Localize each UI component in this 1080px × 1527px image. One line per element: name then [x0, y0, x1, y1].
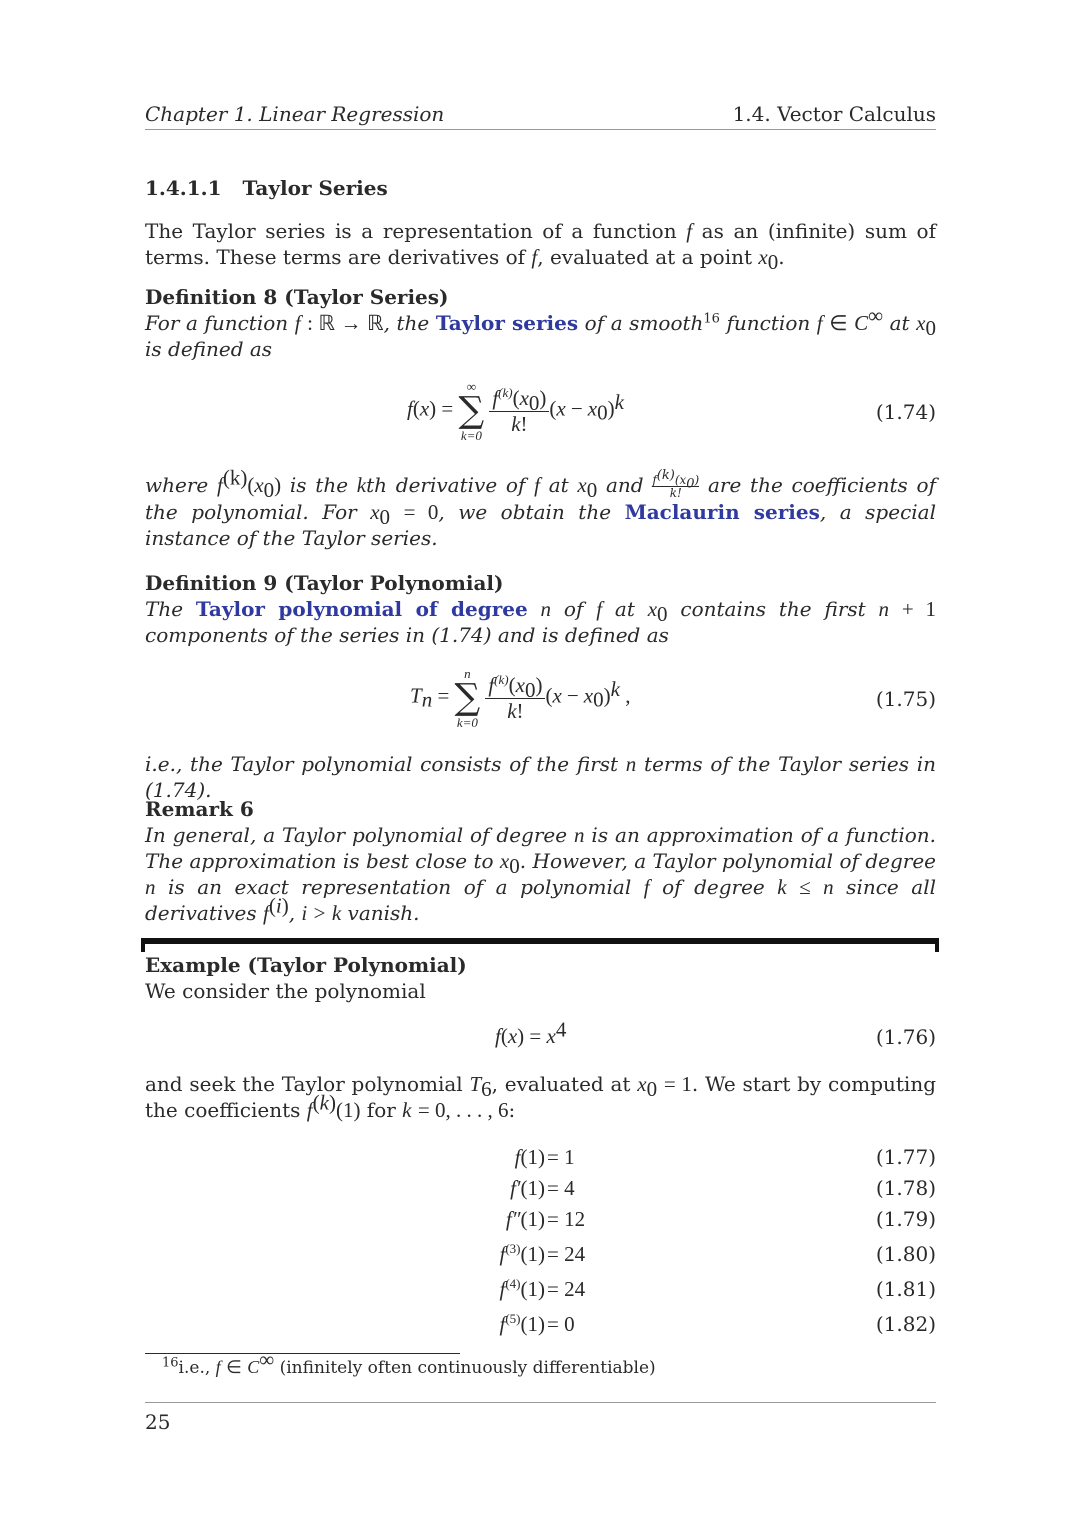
equation-number: (1.74)	[875, 400, 936, 424]
equation-number: (1.79)	[875, 1207, 936, 1231]
definition-9-after: i.e., the Taylor polynomial consists of the first n terms of the Taylor series in (1.74).	[145, 752, 936, 802]
derivative-rhs: = 4	[547, 1176, 575, 1200]
derivative-rhs: = 24	[547, 1277, 586, 1301]
running-header	[145, 100, 936, 130]
equation-1-74: f(x) = ∞ ∑ k=0 $\frac{f^{(k)}(x_0)}{k!}$ $(x - x_0)^k$ (1.74)	[407, 379, 936, 443]
definition-8-body: For a function f : ℝ → ℝ, the Taylor series of a smooth$^{16}$ function f ∈ C∞ at $x_0$ is defined as	[145, 303, 936, 361]
example-heading: Example (Taylor Polynomial)	[145, 953, 467, 977]
derivative-lhs: f″(1)	[505, 1207, 545, 1231]
derivative-row	[145, 1207, 936, 1239]
section-title: Taylor Series	[242, 176, 388, 200]
derivative-lhs: f′(1)	[510, 1176, 545, 1200]
section-heading	[145, 176, 936, 200]
equation-number: (1.76)	[875, 1025, 936, 1049]
equation-number: (1.81)	[875, 1277, 936, 1301]
example-taylor-polynomial	[145, 952, 936, 1004]
header-section: 1.4. Vector Calculus	[732, 102, 936, 126]
equation-number: (1.82)	[875, 1312, 936, 1336]
footer-rule	[145, 1402, 936, 1403]
derivative-row	[145, 1176, 936, 1208]
derivative-lhs: $f^{(4)}(1)$	[499, 1276, 545, 1301]
derivative-lhs: $f^{(3)}(1)$	[499, 1241, 545, 1266]
derivative-rhs: = 12	[547, 1207, 586, 1231]
remark-6-body: In general, a Taylor polynomial of degree n is an approximation of a function. The approximation is best close to $x_0$. However, a Taylor polynomial of degree n is an exact representation of a polynomial f of degree k ≤ n since all derivatives $f^{(i)}$, i > k vanish.	[145, 823, 936, 925]
equation-number: (1.77)	[875, 1145, 936, 1169]
definition-9	[145, 570, 936, 648]
derivative-row	[145, 1242, 936, 1274]
footnote-rule	[145, 1353, 460, 1354]
definition-9-body: The Taylor polynomial of degree n of f at $x_0$ contains the first n + 1 components of the series in (1.74) and is defined as	[145, 597, 936, 647]
definition-8-heading: Definition 8 (Taylor Series)	[145, 285, 449, 309]
example-intro: We consider the polynomial	[145, 979, 426, 1003]
remark-6	[145, 796, 936, 926]
derivative-lhs: f(1)	[514, 1145, 545, 1169]
equation-1-75: $T_n$ = n ∑ k=0 $\frac{f^{(k)}(x_0)}{k!}$ $(x - x_0)^k$ , (1.75)	[410, 666, 936, 730]
derivative-row	[145, 1277, 936, 1309]
derivative-row	[145, 1312, 936, 1344]
section-number: 1.4.1.1	[145, 176, 222, 200]
equation-number: (1.75)	[875, 687, 936, 711]
term-maclaurin-series: Maclaurin series	[624, 500, 820, 524]
example-box-border	[141, 938, 939, 944]
remark-6-heading: Remark 6	[145, 797, 254, 821]
equation-number: (1.78)	[875, 1176, 936, 1200]
derivative-rhs: = 24	[547, 1242, 586, 1266]
term-taylor-polynomial: Taylor polynomial of degree	[195, 597, 528, 621]
definition-8	[145, 284, 936, 362]
equation-number: (1.80)	[875, 1242, 936, 1266]
page-number: 25	[145, 1410, 171, 1434]
header-chapter: Chapter 1. Linear Regression	[145, 102, 445, 126]
definition-9-heading: Definition 9 (Taylor Polynomial)	[145, 571, 504, 595]
derivative-lhs: $f^{(5)}(1)$	[499, 1311, 545, 1336]
footnote-16: $^{16}$i.e., f ∈ C∞ (infinitely often continuously differentiable)	[162, 1347, 656, 1378]
derivative-rhs: = 1	[547, 1145, 575, 1169]
derivative-rhs: = 0	[547, 1312, 575, 1336]
term-taylor-series: Taylor series	[435, 311, 579, 335]
definition-8-after: where $f^{(k)}(x_0)$ is the kth derivative of f at $x_0$ and $\frac{f^{(k)}(x_0)}{k!}$ are the coefficients of the polynomial. For $x_0 = 0$, we obtain the Maclaurin series, a special instance of the Taylor series.	[145, 465, 936, 550]
derivative-row	[145, 1145, 936, 1177]
intro-paragraph: The Taylor series is a representation of a function f as an (infinite) sum of terms. These terms are derivatives of f, evaluated at a point $x_0$.	[145, 219, 936, 274]
example-text: and seek the Taylor polynomial $T_6$, evaluated at $x_0 = 1$. We start by computing the coefficients $f^{(k)}(1)$ for k = 0, . . . , 6:	[145, 1072, 937, 1122]
equation-1-76: $f(x) = x^4$ (1.76)	[495, 1017, 936, 1049]
